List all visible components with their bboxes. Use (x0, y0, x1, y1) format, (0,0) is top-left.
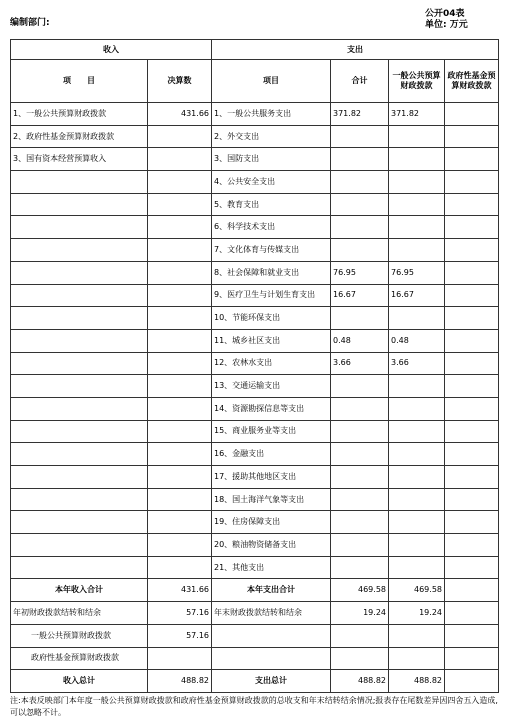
expense-gov-fund-value (445, 488, 499, 511)
expense-general-value (389, 488, 445, 511)
expense-gov-fund-value (445, 307, 499, 330)
col-gov-fund: 政府性基金预算财政拨款 (445, 60, 499, 103)
income-item: 1、一般公共预算财政拨款 (11, 103, 148, 126)
table-row (11, 443, 499, 466)
expense-item: 2、外交支出 (212, 125, 331, 148)
expense-item: 21、其他支出 (212, 556, 331, 579)
income-item (11, 171, 148, 194)
carry-in-general: 57.16 (148, 624, 212, 647)
income-item (11, 397, 148, 420)
income-value (148, 511, 212, 534)
expense-item: 13、交通运输支出 (212, 375, 331, 398)
expense-total-value (331, 307, 389, 330)
expense-total: 469.58 (331, 579, 389, 602)
expense-total-value: 0.48 (331, 329, 389, 352)
expense-item: 17、援助其他地区支出 (212, 466, 331, 489)
footnote: 注:本表反映部门本年度一般公共预算财政拨款和政府性基金预算财政拨款的总收支和年末结转结余情况;报表存在尾数差异因四舍五入造成,可以忽略不计。 (10, 696, 498, 717)
expense-item: 12、农林水支出 (212, 352, 331, 375)
expense-item: 5、教育支出 (212, 193, 331, 216)
table-number: 公开04表 (425, 9, 465, 19)
expense-gov-fund-value (445, 239, 499, 262)
dept-label: 编制部门: (10, 18, 50, 28)
expense-gov-fund-value (445, 534, 499, 557)
carry-out-general: 19.24 (389, 602, 445, 625)
income-item (11, 239, 148, 262)
expense-general-value (389, 466, 445, 489)
income-item (11, 511, 148, 534)
expense-total-value (331, 148, 389, 171)
table-row (11, 420, 499, 443)
table-row (11, 466, 499, 489)
expense-total-value: 3.66 (331, 352, 389, 375)
table-row (11, 375, 499, 398)
expense-total-value (331, 171, 389, 194)
income-item: 2、政府性基金预算财政拨款 (11, 125, 148, 148)
expense-general-value (389, 511, 445, 534)
expense-general-value (389, 148, 445, 171)
expense-gov-fund-value (445, 103, 499, 126)
fiscal-table (10, 39, 499, 693)
expense-total-value: 371.82 (331, 103, 389, 126)
income-value (148, 534, 212, 557)
expense-general-value (389, 420, 445, 443)
expense-gov-fund-value (445, 397, 499, 420)
income-value (148, 375, 212, 398)
expense-item: 6、科学技术支出 (212, 216, 331, 239)
income-total-label: 本年收入合计 (11, 579, 148, 602)
income-value (148, 284, 212, 307)
expense-sum: 488.82 (331, 670, 389, 693)
expense-general-value: 0.48 (389, 329, 445, 352)
expense-general-value (389, 556, 445, 579)
table-row (11, 329, 499, 352)
income-value (148, 488, 212, 511)
income-value (148, 261, 212, 284)
income-item (11, 534, 148, 557)
carry-in: 57.16 (148, 602, 212, 625)
income-item (11, 352, 148, 375)
unit-label: 单位: 万元 (425, 20, 468, 30)
expense-sum-label: 支出总计 (212, 670, 331, 693)
carry-in-gov-label: 政府性基金预算财政拨款 (11, 647, 148, 670)
carry-out-label: 年末财政拨款结转和结余 (212, 602, 331, 625)
expense-general-value (389, 193, 445, 216)
expense-item: 3、国防支出 (212, 148, 331, 171)
income-value (148, 329, 212, 352)
table-row (11, 216, 499, 239)
income-value (148, 216, 212, 239)
expense-item: 11、城乡社区支出 (212, 329, 331, 352)
income-value (148, 148, 212, 171)
income-value (148, 443, 212, 466)
expense-item: 18、国土海洋气象等支出 (212, 488, 331, 511)
table-row (11, 534, 499, 557)
table-row (11, 511, 499, 534)
expense-total-value (331, 556, 389, 579)
expense-total-value (331, 443, 389, 466)
expense-general-value (389, 397, 445, 420)
table-row (11, 171, 499, 194)
expense-item: 4、公共安全支出 (212, 171, 331, 194)
expense-item: 14、资源勘探信息等支出 (212, 397, 331, 420)
expense-general-value (389, 216, 445, 239)
expense-sum-general: 488.82 (389, 670, 445, 693)
income-sum: 488.82 (148, 670, 212, 693)
expense-item: 15、商业服务业等支出 (212, 420, 331, 443)
income-item (11, 420, 148, 443)
expense-gov-fund-value (445, 171, 499, 194)
expense-gov-fund-value (445, 193, 499, 216)
income-value (148, 125, 212, 148)
table-row (11, 352, 499, 375)
expense-item: 9、医疗卫生与计划生育支出 (212, 284, 331, 307)
expense-gov-fund-value (445, 261, 499, 284)
expense-total-value (331, 466, 389, 489)
expense-total-value (331, 511, 389, 534)
income-item (11, 284, 148, 307)
expense-gov-fund-value (445, 443, 499, 466)
expense-item: 10、节能环保支出 (212, 307, 331, 330)
expense-total-general: 469.58 (389, 579, 445, 602)
income-item (11, 443, 148, 466)
expense-total-value (331, 534, 389, 557)
income-sum-label: 收入总计 (11, 670, 148, 693)
expense-total-value (331, 125, 389, 148)
expense-gov-fund-value (445, 556, 499, 579)
table-row (11, 103, 499, 126)
income-total: 431.66 (148, 579, 212, 602)
expense-gov-fund-value (445, 216, 499, 239)
col-general: 一般公共预算财政拨款 (389, 60, 445, 103)
expense-general-value (389, 239, 445, 262)
income-value (148, 193, 212, 216)
expense-gov-fund-value (445, 466, 499, 489)
col-total: 合计 (331, 60, 389, 103)
table-row (11, 488, 499, 511)
expense-item: 7、文化体育与传媒支出 (212, 239, 331, 262)
expense-header: 支出 (212, 40, 499, 60)
income-item (11, 329, 148, 352)
expense-general-value (389, 443, 445, 466)
expense-gov-fund-value (445, 352, 499, 375)
income-item (11, 556, 148, 579)
income-value: 431.66 (148, 103, 212, 126)
expense-total-label: 本年支出合计 (212, 579, 331, 602)
income-item (11, 307, 148, 330)
expense-total-value (331, 488, 389, 511)
expense-gov-fund-value (445, 420, 499, 443)
carry-out: 19.24 (331, 602, 389, 625)
expense-general-value (389, 125, 445, 148)
col-item-left: 项 目 (11, 60, 148, 103)
expense-general-value (389, 375, 445, 398)
income-value (148, 397, 212, 420)
expense-general-value (389, 534, 445, 557)
expense-general-value: 371.82 (389, 103, 445, 126)
expense-gov-fund-value (445, 148, 499, 171)
income-item (11, 375, 148, 398)
income-item (11, 488, 148, 511)
expense-total-value (331, 193, 389, 216)
table-row (11, 397, 499, 420)
col-item-right: 项目 (212, 60, 331, 103)
income-header: 收入 (11, 40, 212, 60)
income-value (148, 307, 212, 330)
income-item (11, 466, 148, 489)
expense-gov-fund-value (445, 375, 499, 398)
expense-total-value (331, 239, 389, 262)
income-item: 3、国有资本经营预算收入 (11, 148, 148, 171)
income-value (148, 239, 212, 262)
expense-general-value: 76.95 (389, 261, 445, 284)
expense-total-value (331, 216, 389, 239)
expense-item: 20、粮油物资储备支出 (212, 534, 331, 557)
table-row (11, 148, 499, 171)
expense-general-value (389, 307, 445, 330)
expense-gov-fund-value (445, 511, 499, 534)
col-budget: 决算数 (148, 60, 212, 103)
income-value (148, 466, 212, 489)
expense-general-value (389, 171, 445, 194)
expense-general-value: 16.67 (389, 284, 445, 307)
expense-item: 1、一般公共服务支出 (212, 103, 331, 126)
expense-total-value: 16.67 (331, 284, 389, 307)
expense-total-value (331, 397, 389, 420)
income-item (11, 261, 148, 284)
income-value (148, 420, 212, 443)
income-item (11, 216, 148, 239)
expense-total-value (331, 375, 389, 398)
table-row (11, 193, 499, 216)
table-row (11, 239, 499, 262)
expense-item: 8、社会保障和就业支出 (212, 261, 331, 284)
expense-gov-fund-value (445, 125, 499, 148)
income-value (148, 171, 212, 194)
expense-gov-fund-value (445, 284, 499, 307)
carry-in-general-label: 一般公共预算财政拨款 (11, 624, 148, 647)
carry-in-label: 年初财政拨款结转和结余 (11, 602, 148, 625)
table-row (11, 125, 499, 148)
expense-general-value: 3.66 (389, 352, 445, 375)
table-row (11, 261, 499, 284)
table-row (11, 556, 499, 579)
expense-item: 19、住房保障支出 (212, 511, 331, 534)
expense-total-value (331, 420, 389, 443)
table-row (11, 307, 499, 330)
income-value (148, 556, 212, 579)
expense-total-value: 76.95 (331, 261, 389, 284)
income-item (11, 193, 148, 216)
expense-item: 16、金融支出 (212, 443, 331, 466)
table-row (11, 284, 499, 307)
expense-gov-fund-value (445, 329, 499, 352)
income-value (148, 352, 212, 375)
